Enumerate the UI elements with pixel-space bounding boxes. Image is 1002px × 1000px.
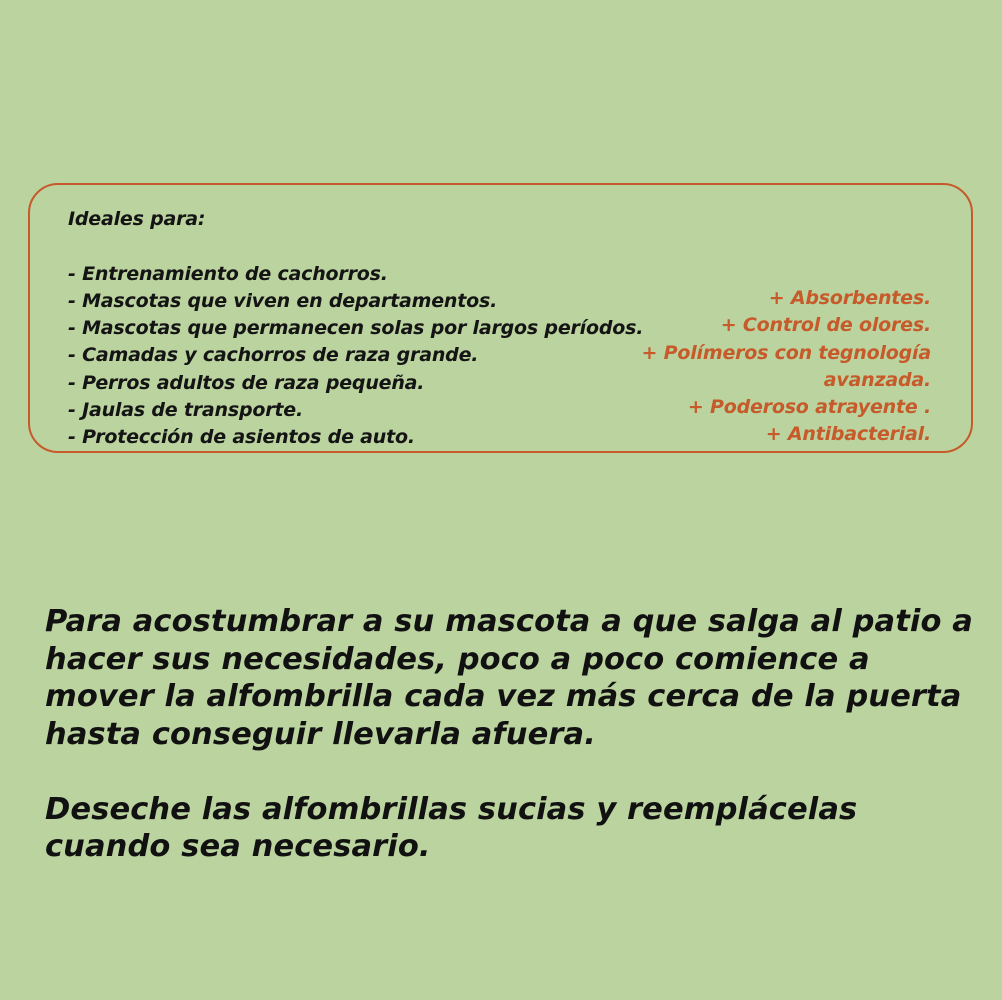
list-item: - Protección de asientos de auto. — [68, 426, 415, 449]
benefit-item: + Polímeros con tegnología — [641, 341, 931, 364]
instruction-line: Para acostumbrar a su mascota a que salga al patio a — [45, 604, 973, 639]
instructions-text — [45, 603, 985, 866]
instruction-line: cuando sea necesario. — [45, 829, 431, 864]
list-spacer — [68, 233, 648, 260]
ideal-title: Ideales para: — [68, 208, 206, 230]
list-item: - Jaulas de transporte. — [68, 399, 303, 422]
list-item: - Perros adultos de raza pequeña. — [68, 371, 425, 394]
paragraph-gap — [45, 753, 985, 791]
benefit-item: + Control de olores. — [720, 314, 931, 337]
list-item: - Mascotas que permanecen solas por largos períodos. — [68, 317, 644, 340]
instruction-line: hacer sus necesidades, poco a poco comience a — [45, 641, 870, 677]
list-item: - Mascotas que viven en departamentos. — [68, 289, 498, 312]
instruction-line: Deseche las alfombrillas sucias y reemplácelas — [45, 791, 858, 827]
instruction-line: mover la alfombrilla cada vez más cerca de la puerta — [45, 679, 962, 714]
benefit-item: avanzada. — [823, 368, 931, 391]
list-item: - Camadas y cachorros de raza grande. — [68, 344, 479, 367]
benefit-item: + Poderoso atrayente . — [687, 396, 931, 419]
benefits-list — [611, 285, 931, 449]
features-box — [28, 183, 973, 453]
list-item: - Entrenamiento de cachorros. — [68, 262, 388, 285]
ideal-for-list — [68, 206, 648, 452]
instruction-line: hasta conseguir llevarla afuera. — [45, 716, 596, 752]
benefit-item: + Antibacterial. — [765, 423, 931, 446]
benefit-item: + Absorbentes. — [768, 287, 931, 309]
